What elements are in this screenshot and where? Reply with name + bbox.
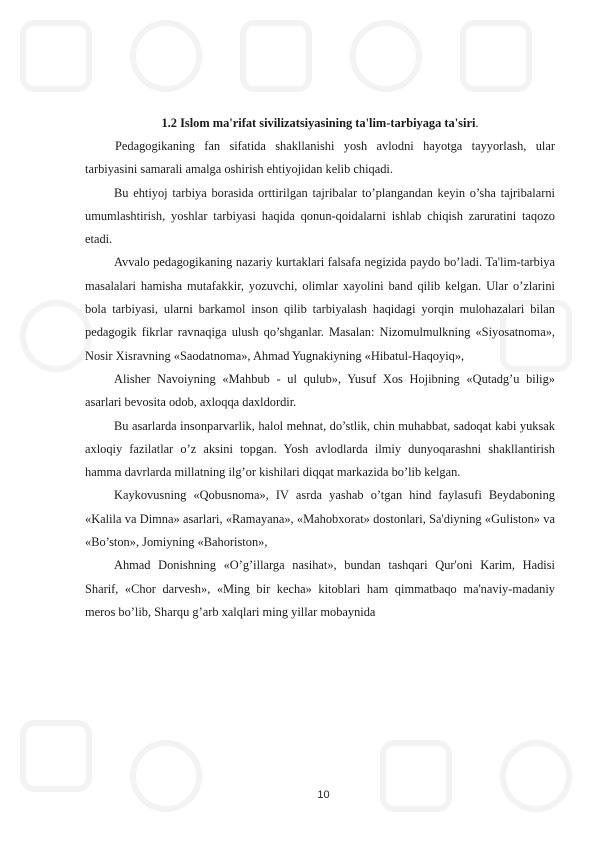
watermark-shape [130, 20, 202, 92]
watermark-shape [350, 20, 422, 92]
watermark-shape [380, 740, 452, 812]
watermark-shape [20, 300, 92, 372]
paragraph: Bu ehtiyoj tarbiya borasida orttirilgan tajribalar to’plangandan keyin o’sha tajribalarni umumlashtirish, yoshlar tarbiyasi haqida qonun-qoidalarni ishlab chiqish zaruratini taqozo etadi. [85, 185, 555, 247]
section-heading [85, 112, 555, 135]
page-number: 10 [317, 789, 330, 801]
watermark-shape [20, 720, 92, 792]
paragraph: Bu asarlarda insonparvarlik, halol mehnat, do’stlik, chin muhabbat, sadoqat kabi yuksak axloqiy fazilatlar o’z aksini topgan. Yosh avlodlarda ilmiy dunyoqarashni shakllantirish hamma davrlarda millatning ilg’or kishilari diqqat markazida bo’lib kelgan. [85, 418, 555, 480]
section-number: 1.2 [161, 116, 177, 130]
watermark-shape [240, 20, 312, 92]
section-title: Islom ma'rifat sivilizatsiyasining ta'lim-tarbiyaga ta'siri [180, 116, 476, 130]
document-page [85, 112, 555, 624]
paragraph: Ahmad Donishning «O’g’illarga nasihat», bundan tashqari Qur'oni Karim, Hadisi Sharif, «Chor darvesh», «Ming bir kecha» kitoblari ham qimmatbaqo ma'naviy-madaniy meros bo’lib, Sharqu g’arb xalqlari ming yillar mobaynida [85, 558, 555, 619]
watermark-shape [130, 740, 202, 812]
watermark-shape [20, 20, 92, 92]
paragraph: Pedagogikaning fan sifatida shakllanishi yosh avlodni hayotga tayyorlash, ular tarbiyasini samarali amalga oshirish ehtiyojidan kelib chiqadi. [85, 139, 555, 177]
paragraph: Kaykovusning «Qobusnoma», IV asrda yashab o’tgan hind faylasufi Beydaboning «Kalila va Dimna» asarlari, «Ramayana», «Mahobxorat» dostonlari, Sa'diyning «Guliston» va «Bo’ston», Jomiyning «Bahoriston», [85, 488, 555, 550]
paragraph: Alisher Navoiyning «Mahbub - ul qulub», Yusuf Xos Hojibning «Qutadg’u bilig» asarlari bevosita odob, axloqqa daxldordir. [85, 371, 555, 410]
watermark-shape [460, 20, 532, 92]
section-title-period: . [475, 116, 479, 130]
watermark-shape [500, 740, 572, 812]
paragraph: Avvalo pedagogikaning nazariy kurtaklari falsafa negizida paydo bo’ladi. Ta'lim-tarbiya masalalari hamisha mutafakkir, yozuvchi, olimlar xayolini band qilib kelgan. Ular o’zlarini bola tarbiyasi, ularni barkamol inson qilib tarbiyalash haqidagi yorqin mulohazalari bilan pedagogik fikrlar ravnaqiga ulush qo’shganlar. Masalan: Nizomulmulkning «Siyosatnoma», Nosir Xisravning «Saodatnoma», Ahmad Yugnakiyning «Hibatul-Haqoyiq», [85, 255, 555, 363]
